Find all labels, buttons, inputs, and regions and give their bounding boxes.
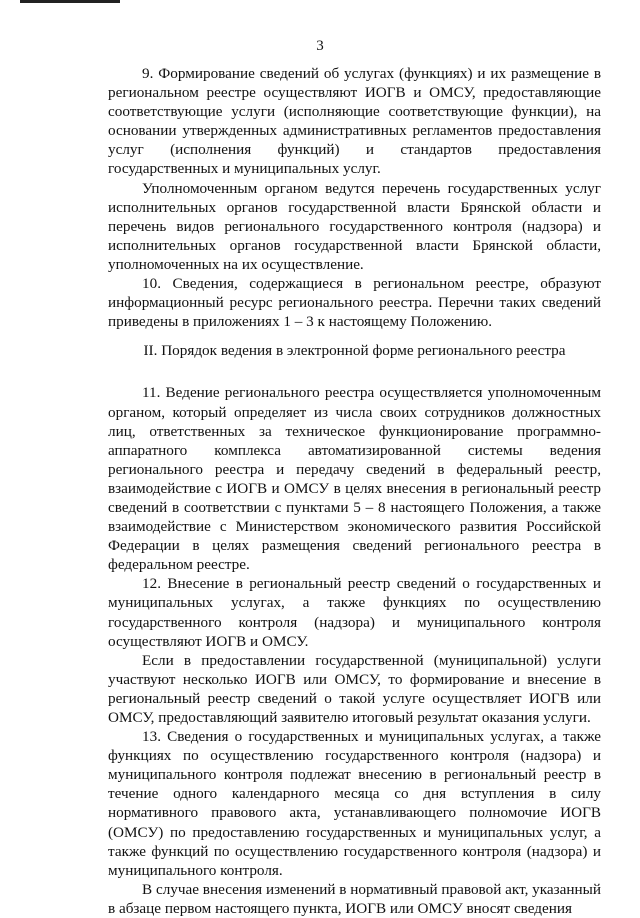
section-heading: II. Порядок ведения в электронной форме регионального реестра [143,342,566,360]
paragraph-12: 12. Внесение в региональный реестр сведений о государственных и муниципальных услугах, а также функциях по осуществлению государственного контроля (надзора) и муниципального контроля осуществляют ИОГВ и ОМСУ. [108,575,601,650]
page-number: 3 [316,38,324,54]
paragraph-13: 13. Сведения о государственных и муниципальных услугах, а также функциях по осуществлению государственного контроля (надзора) и муниципального контроля подлежат внесению в региональный реестр в течение одного календарного месяца со дня вступления в силу нормативного правового акта, устанавливающего полномочие ИОГВ (ОМСУ) по предоставлению государственных и муниципальных услуг, а также функций по осуществлению государственного контроля (надзора) и муниципального контроля. [108,728,601,879]
top-rule [20,0,120,3]
paragraph-13-continued: В случае внесения изменений в нормативный правовой акт, указанный в абзаце первом настоящего пункта, ИОГВ или ОМСУ вносят сведения [108,880,601,917]
paragraph-11: 11. Ведение регионального реестра осуществляется уполномоченным органом, который определяет из числа своих сотрудников должностных лиц, ответственных за техническое функционирование программно-аппаратного комплекса автоматизированной системы ведения регионального реестра и передачу сведений в федеральный реестр, взаимодействие с ИОГВ и ОМСУ в целях внесения в региональный реестр сведений в соответствии с пунктами 5 – 8 настоящего Положения, а также взаимодействие с Министерством экономического развития Российской Федерации в целях размещения сведений регионального реестра в федеральном реестре. [108,384,601,574]
paragraph-9: 9. Формирование сведений об услугах (функциях) и их размещение в региональном реестре осуществляют ИОГВ и ОМСУ, предоставляющие соответствующие услуги (исполняющие соответствующие функции), на основании утвержденных административных регламентов предоставления услуг (исполнения функций) и стандартов предоставления государственных и муниципальных услуг. [108,65,601,178]
paragraph-9-continued: Уполномоченным органом ведутся перечень государственных услуг исполнительных органов государственной власти Брянской области и перечень видов регионального государственного контроля (надзора) и исполнительных органов государственной власти Брянской области, уполномоченных на их осуществление. [108,179,601,273]
paragraph-10: 10. Сведения, содержащиеся в региональном реестре, образуют информационный ресурс регионального реестра. Перечни таких сведений приведены в приложениях 1 – 3 к настоящему Положению. [108,275,601,331]
document-body [108,64,601,918]
paragraph-12-continued: Если в предоставлении государственной (муниципальной) услуги участвуют несколько ИОГВ или ОМСУ, то формирование и внесение в региональный реестр сведений о такой услуге осуществляет ИОГВ или ОМСУ, предоставляющий заявителю итоговый результат оказания услуги. [108,651,601,726]
